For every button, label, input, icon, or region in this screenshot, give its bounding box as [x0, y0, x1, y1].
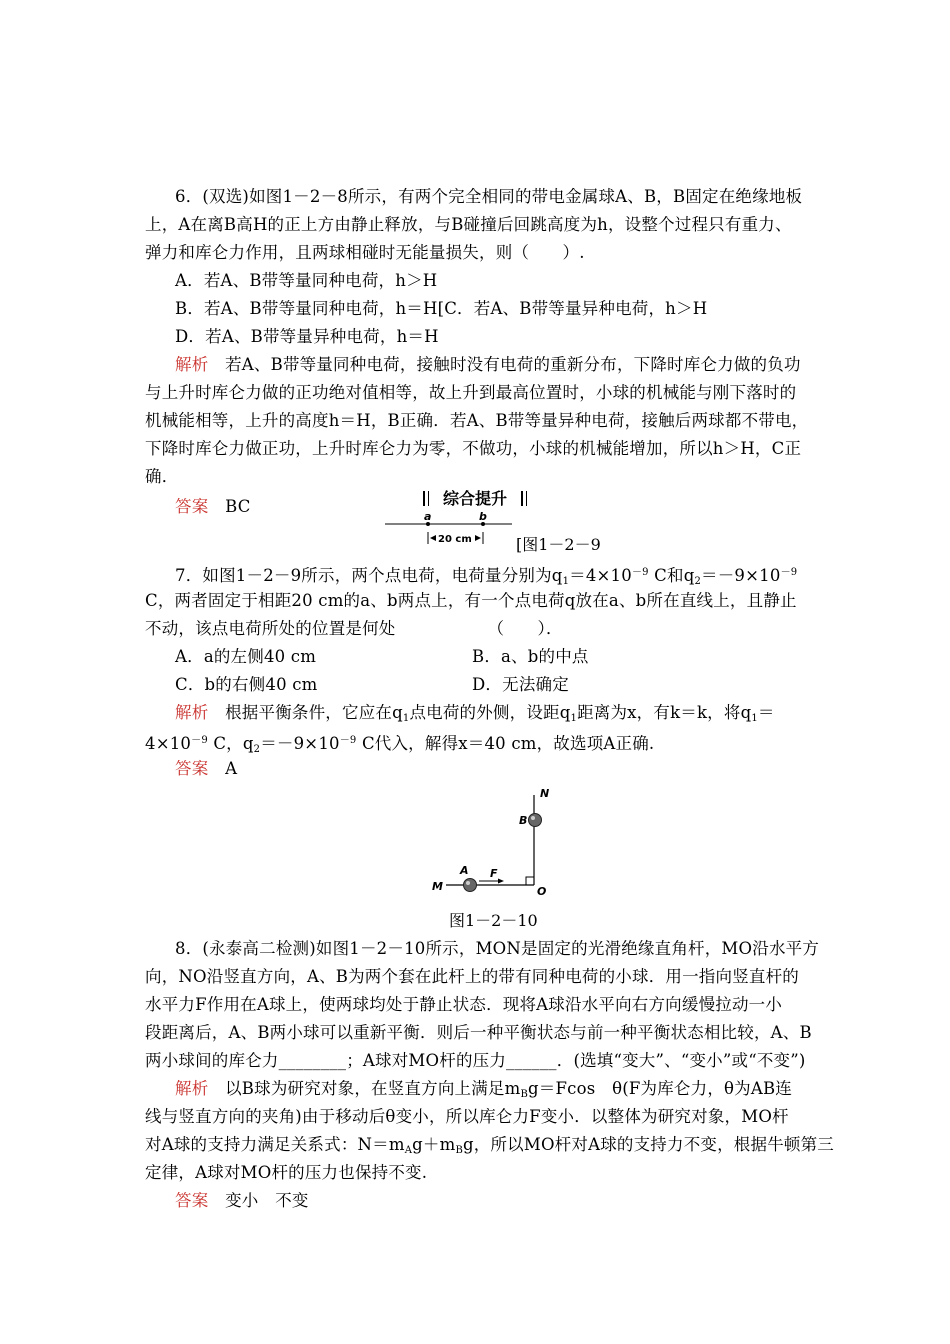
q7-jiexi-c: 距离为x，有k＝k，将q: [577, 703, 752, 722]
q7-jiexi-sub-2: 1: [570, 713, 578, 724]
fig10-label-o: O: [537, 885, 547, 898]
fig10-ball-b: [529, 814, 542, 827]
q7-exp-2: －9: [780, 567, 798, 578]
q7-options-row-1: [175, 646, 835, 668]
q8-line-2: 向，NO沿竖直方向，A、B为两个套在此杆上的带有同种电荷的小球．用一指向竖直杆的: [145, 967, 800, 986]
q7-jiexi-h: C代入，解得x＝40 cm，故选项A正确.: [361, 734, 655, 753]
fig10-label-f: F: [490, 867, 498, 880]
q8-jiexi-line-2: 线与竖直方向的夹角)由于移动后θ变小，所以库仑力F变小．以整体为研究对象，MO杆: [145, 1107, 789, 1126]
fig9-label-a: a: [424, 510, 432, 523]
q7-jiexi-e: 4×10: [145, 734, 192, 753]
jiexi-text: 若A、B带等量同种电荷，接触时没有电荷的重新分布，下降时库仑力做的负功: [225, 355, 801, 374]
fig10-label-m: M: [432, 880, 443, 893]
q8-sub-a: A: [404, 1145, 413, 1156]
q7-jiexi-sub-3: 1: [751, 713, 758, 724]
fig10-caption: 图1－2－10: [449, 911, 538, 930]
figure-1-2-10: [0, 785, 950, 905]
q7-jiexi-d: ＝: [757, 703, 775, 722]
q8-jiexi-line-3: [145, 1134, 834, 1162]
q6-jiexi-line-4: 下降时库仑力做正功，上升时库仑力为零，不做功，小球的机械能增加，所以h＞H，C正: [145, 439, 802, 458]
fig9-arrow-right: [475, 535, 481, 541]
q8-jiexi-b: g＝Fcos θ(F为库仑力，θ为AB连: [528, 1079, 792, 1098]
fig9-distance-label: 20 cm: [438, 534, 472, 545]
answer-text: A: [225, 759, 238, 778]
fig9-arrow-left: [430, 535, 436, 541]
answer-text: BC: [225, 497, 251, 516]
q6-option-a: A．若A、B带等量同种电荷，h＞H: [175, 271, 438, 290]
fig10-label-n: N: [540, 787, 550, 800]
q7-option-c: C．b的右侧40 cm: [175, 675, 318, 694]
q8-jiexi-a: 以B球为研究对象，在竖直方向上满足m: [225, 1079, 521, 1098]
answer-label: 答案: [175, 759, 209, 778]
q7-line-3: 不动，该点电荷所处的位置是何处 （ ）．: [145, 619, 563, 638]
answer-label: 答案: [175, 1191, 209, 1210]
figure-1-2-9: [0, 508, 950, 568]
q7-jiexi-exp-2: －9: [339, 735, 357, 746]
q6-jiexi-line-2: 与上升时库仑力做的正功绝对值相等，故上升到最高位置时，小球的机械能与刚下落时的: [145, 383, 797, 402]
fig10-force-arrowhead: [498, 879, 504, 884]
q8-jiexi-e: g，所以MO杆对A球的支持力不变，根据牛顿第三: [463, 1135, 834, 1154]
fig10-ball-a-highlight: [466, 881, 470, 885]
q6-line-2: 上，A在离B高H的正上方由静止释放，与B碰撞后回跳高度为h，设整个过程只有重力、: [145, 215, 792, 234]
fig10-label-a: A: [460, 864, 469, 877]
q8-sub-b: B: [520, 1089, 529, 1100]
q7-jiexi-a: 根据平衡条件，它应在q: [225, 703, 403, 722]
q7-jiexi-exp-1: －9: [191, 735, 208, 746]
fig10-label-b: B: [519, 814, 528, 827]
q6-jiexi-line-3: 机械能相等，上升的高度h＝H，B正确．若A、B带等量异种电荷，接触后两球都不带电，: [145, 411, 809, 430]
q8-jiexi-line-4: 定律，A球对MO杆的压力也保持不变.: [145, 1163, 428, 1182]
fig10-right-angle: [526, 877, 534, 885]
section-header: [0, 486, 950, 509]
fig10-ball-a: [464, 879, 477, 892]
jiexi-label: 解析: [175, 1079, 209, 1098]
q6-line-3: 弹力和库仑力作用，且两球相碰时无能量损失，则（ ）.: [145, 243, 585, 262]
fig9-label-b: b: [479, 510, 487, 523]
q7-sub-1: 1: [562, 576, 570, 587]
q6-jiexi-line-1: [175, 354, 835, 376]
q6-option-d: D．若A、B带等量异种电荷，h＝H: [175, 327, 439, 346]
q6-option-bc: B．若A、B带等量同种电荷，h＝H[C．若A、B带等量异种电荷，h＞H: [175, 299, 708, 318]
q7-text-a: 7．如图1－2－9所示，两个点电荷，电荷量分别为q: [175, 566, 563, 585]
section-bar-right: [521, 491, 527, 506]
q7-text-d: ＝－9×10: [701, 566, 781, 585]
q7-text-b: ＝4×10: [569, 566, 632, 585]
fig9-caption: [图1－2－9: [516, 535, 601, 554]
q8-answer: [175, 1190, 835, 1212]
q7-jiexi-f: C，q: [213, 734, 254, 753]
q7-jiexi-b: 点电荷的外侧，设距q: [409, 703, 571, 722]
q7-jiexi-line-2: [145, 730, 805, 761]
q6-line-1: 6．(双选)如图1－2－8所示，有两个完全相同的带电金属球A、B，B固定在绝缘地板: [175, 187, 803, 206]
q7-sub-2: 2: [694, 576, 702, 587]
answer-text: 变小 不变: [225, 1191, 309, 1210]
jiexi-label: 解析: [175, 703, 209, 722]
section-title: 综合提升: [442, 489, 507, 508]
q8-line-5: 两小球间的库仑力________；A球对MO杆的压力______．(选填“变大”、“变小”或“不变”): [145, 1051, 806, 1070]
q8-line-1: 8．(永泰高二检测)如图1－2－10所示，MON是固定的光滑绝缘直角杆，MO沿水平方: [175, 939, 820, 958]
q6-jiexi-line-5: 确．: [145, 467, 179, 486]
q7-line-1: [175, 562, 835, 593]
q7-option-d: D．无法确定: [472, 675, 569, 694]
q7-jiexi-sub-1: 1: [402, 713, 410, 724]
q7-options-row-2: [175, 674, 835, 696]
q7-exp-1: －9: [631, 567, 649, 578]
fig10-ball-b-highlight: [531, 816, 535, 820]
q7-jiexi-sub-4: 2: [253, 744, 261, 755]
q8-sub-b2: B: [455, 1145, 463, 1156]
q8-line-4: 段距离后，A、B两小球可以重新平衡．则后一种平衡状态与前一种平衡状态相比较，A、B: [145, 1023, 812, 1042]
answer-label: 答案: [175, 497, 209, 516]
jiexi-label: 解析: [175, 355, 209, 374]
q7-option-b: B．a、b的中点: [472, 647, 589, 666]
q7-jiexi-g: ＝－9×10: [260, 734, 340, 753]
q8-jiexi-line-1: [175, 1078, 835, 1106]
q8-jiexi-c: 对A球的支持力满足关系式：N＝m: [145, 1135, 405, 1154]
q8-jiexi-d: g＋m: [412, 1135, 456, 1154]
q8-line-3: 水平力F作用在A球上，使两球均处于静止状态．现将A球沿水平向右方向缓慢拉动一小: [145, 995, 783, 1014]
q7-answer: [175, 758, 835, 780]
q7-option-a: A．a的左侧40 cm: [175, 647, 317, 666]
q7-text-c: C和q: [654, 566, 695, 585]
section-bar-left: [423, 491, 429, 506]
q7-line-2: C，两者固定于相距20 cm的a、b两点上，有一个点电荷q放在a、b所在直线上，且静止: [145, 591, 797, 610]
q7-jiexi-line-1: [175, 702, 835, 730]
